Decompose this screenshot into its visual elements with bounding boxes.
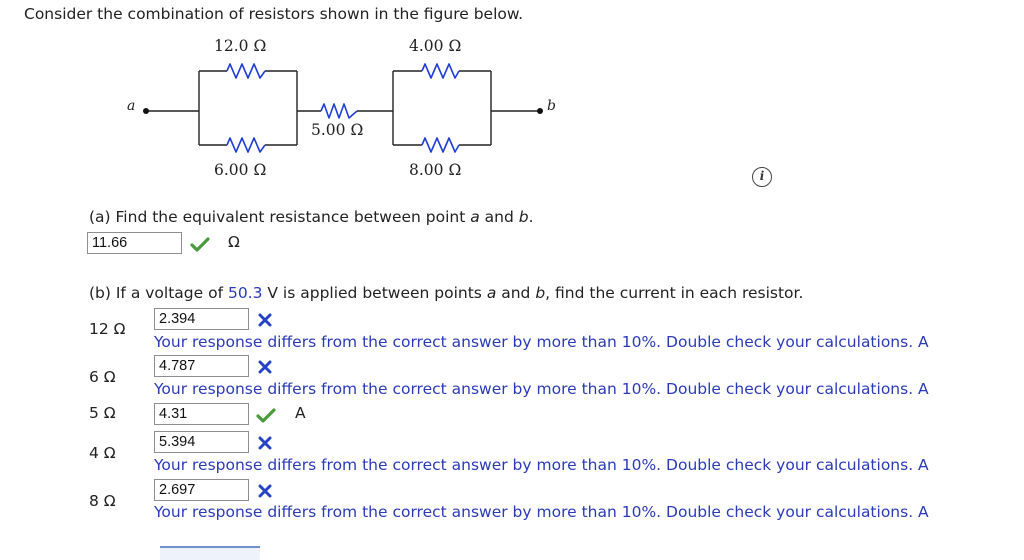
feedback-12-ohm: Your response differs from the correct answer by more than 10%. Double check your calculations. A <box>154 333 929 351</box>
question-intro: Consider the combination of resistors shown in the figure below. <box>24 5 524 23</box>
part-b-prompt <box>89 284 803 302</box>
resistor-4-ohm <box>422 64 459 78</box>
terminal-a-dot <box>143 108 149 114</box>
answer-input-6-ohm[interactable]: 4.787 <box>154 355 249 377</box>
answer-input-4-ohm[interactable]: 5.394 <box>154 431 249 453</box>
answer-input-12-ohm[interactable]: 2.394 <box>154 308 249 330</box>
info-icon[interactable]: i <box>752 167 772 187</box>
resistor-5-ohm <box>321 104 357 118</box>
part-b-and: and <box>496 284 536 302</box>
part-a-unit: Ω <box>228 233 240 251</box>
part-b-point-b: b <box>535 284 546 302</box>
checkmark-icon <box>256 407 276 423</box>
unit-5-ohm: A <box>295 404 306 422</box>
feedback-8-ohm: Your response differs from the correct answer by more than 10%. Double check your calculations. A <box>154 503 929 521</box>
x-mark-icon <box>258 360 272 374</box>
point-a-label: a <box>127 98 136 114</box>
resistor-12-ohm <box>227 64 265 78</box>
circuit-diagram <box>0 0 1024 200</box>
part-a-prompt-text: (a) Find the equivalent resistance between point <box>89 208 471 226</box>
part-a-point-b: b <box>518 208 529 226</box>
resistor-6-ohm <box>227 138 265 152</box>
row-label-4-ohm: 4 Ω <box>89 444 116 462</box>
label-4-ohm: 4.00 Ω <box>409 37 462 55</box>
x-mark-icon <box>258 436 272 450</box>
row-label-8-ohm: 8 Ω <box>89 492 116 510</box>
part-a-prompt <box>89 208 534 226</box>
point-b-label: b <box>547 98 556 114</box>
part-a-answer-input[interactable]: 11.66 <box>87 232 182 254</box>
checkmark-icon <box>190 236 210 252</box>
x-mark-icon <box>258 484 272 498</box>
feedback-6-ohm: Your response differs from the correct answer by more than 10%. Double check your calculations. A <box>154 380 929 398</box>
feedback-4-ohm: Your response differs from the correct answer by more than 10%. Double check your calculations. A <box>154 456 929 474</box>
part-a-end: . <box>528 208 534 226</box>
part-b-prompt-text: (b) If a voltage of <box>89 284 228 302</box>
submit-button[interactable] <box>160 546 260 560</box>
part-b-end: , find the current in each resistor. <box>545 284 804 302</box>
part-b-prompt-mid: V is applied between points <box>262 284 487 302</box>
row-label-5-ohm: 5 Ω <box>89 404 116 422</box>
label-12-ohm: 12.0 Ω <box>214 37 267 55</box>
terminal-b-dot <box>537 108 543 114</box>
part-b-voltage: 50.3 <box>227 284 263 302</box>
row-label-6-ohm: 6 Ω <box>89 368 116 386</box>
answer-input-5-ohm[interactable]: 4.31 <box>154 403 249 425</box>
resistor-8-ohm <box>422 138 459 152</box>
part-a-point-a: a <box>470 208 480 226</box>
row-label-12-ohm: 12 Ω <box>89 320 126 338</box>
part-a-and: and <box>479 208 519 226</box>
label-5-ohm: 5.00 Ω <box>311 121 364 139</box>
x-mark-icon <box>258 313 272 327</box>
answer-input-8-ohm[interactable]: 2.697 <box>154 479 249 501</box>
label-6-ohm: 6.00 Ω <box>214 161 267 179</box>
part-b-point-a: a <box>486 284 497 302</box>
label-8-ohm: 8.00 Ω <box>409 161 462 179</box>
